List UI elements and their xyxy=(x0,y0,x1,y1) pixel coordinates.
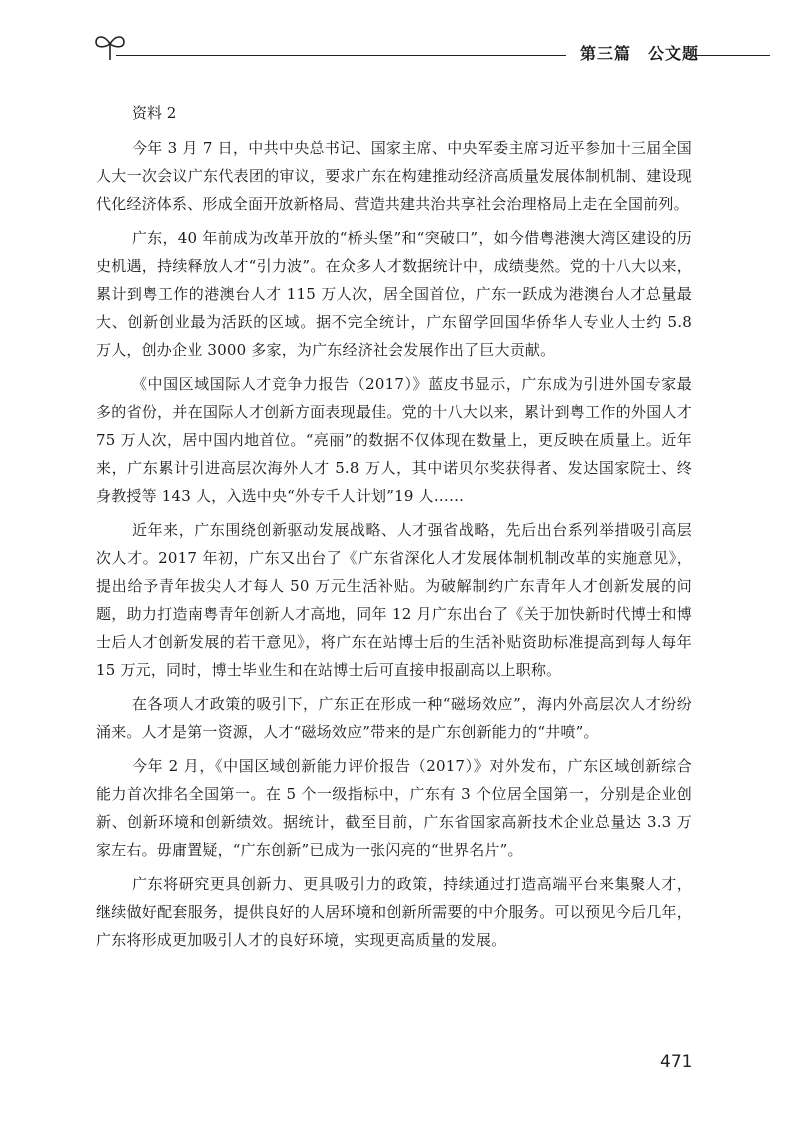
paragraph-1: 今年 3 月 7 日，中共中央总书记、国家主席、中央军委主席习近平参加十三届全国人大一次会议广东代表团的审议，要求广东在构建推动经济高质量发展体制机制、建设现代化经济体系、形成全面开放新格局、营造共建共治共享社会治理格局上走在全国前列。 xyxy=(96,139,692,213)
paragraph-6: 今年 2 月，《中国区域创新能力评价报告（2017）》对外发布，广东区域创新综合能力首次排名全国第一。在 5 个一级指标中，广东有 3 个位居全国第一，分别是企业创新、创新环境和创新绩效。据统计，截至目前，广东省国家高新技术企业总量达 3.3 万家左右。毋庸置疑，“广东创新”已成为一张闪亮的“世界名片”。 xyxy=(96,757,692,859)
paragraph-7: 广东将研究更具创新力、更具吸引力的政策，持续通过打造高端平台来集聚人才，继续做好配套服务，提供良好的人居环境和创新所需要的中介服务。可以预见今后几年，广东将形成更加吸引人才的良好环境，实现更高质量的发展。 xyxy=(96,875,692,949)
paragraph-5: 在各项人才政策的吸引下，广东正在形成一种“磁场效应”，海内外高层次人才纷纷涌来。人才是第一资源，人才“磁场效应”带来的是广东创新能力的“井喷”。 xyxy=(96,695,692,741)
sprout-logo-icon xyxy=(90,30,130,66)
header-rule-left xyxy=(116,55,566,56)
header-rule-right xyxy=(694,55,770,56)
section-title: 资料 2 xyxy=(132,104,177,122)
paragraph-3: 《中国区域国际人才竞争力报告（2017）》蓝皮书显示，广东成为引进外国专家最多的省份，并在国际人才创新方面表现最佳。党的十八大以来，累计到粤工作的外国人才 75 万人次，居中国内地首位。“亮丽”的数据不仅体现在数量上，更反映在质量上。近年来，广东累计引进高层次海外人才 5.8 万人，其中诺贝尔奖获得者、发达国家院士、终身教授等 143 人，入选中央“外专千人计划”19 人…… xyxy=(96,375,692,505)
paragraph-2: 广东，40 年前成为改革开放的“桥头堡”和“突破口”，如今借粤港澳大湾区建设的历史机遇，持续释放人才“引力波”。在众多人才数据统计中，成绩斐然。党的十八大以来，累计到粤工作的港澳台人才 115 万人次，居全国首位，广东一跃成为港澳台人才总量最大、创新创业最为活跃的区域。据不完全统计，广东留学回国华侨华人专业人士约 5.8 万人，创办企业 3000 多家，为广东经济社会发展作出了巨大贡献。 xyxy=(96,229,692,359)
page-number: 471 xyxy=(660,1052,693,1072)
running-header xyxy=(90,30,770,70)
chapter-title: 第三篇 公文题 xyxy=(580,44,700,63)
main-text xyxy=(96,100,692,960)
paragraph-4: 近年来，广东围绕创新驱动发展战略、人才强省战略，先后出台系列举措吸引高层次人才。2017 年初，广东又出台了《广东省深化人才发展体制机制改革的实施意见》，提出给予青年拔尖人才每人 50 万元生活补贴。为破解制约广东青年人才创新发展的问题，助力打造南粤青年创新人才高地，同年 12 月广东出台了《关于加快新时代博士和博士后人才创新发展的若干意见》，将广东在站博士后的生活补贴资助标准提高到每人每年 15 万元，同时，博士毕业生和在站博士后可直接申报副高以上职称。 xyxy=(96,521,692,679)
